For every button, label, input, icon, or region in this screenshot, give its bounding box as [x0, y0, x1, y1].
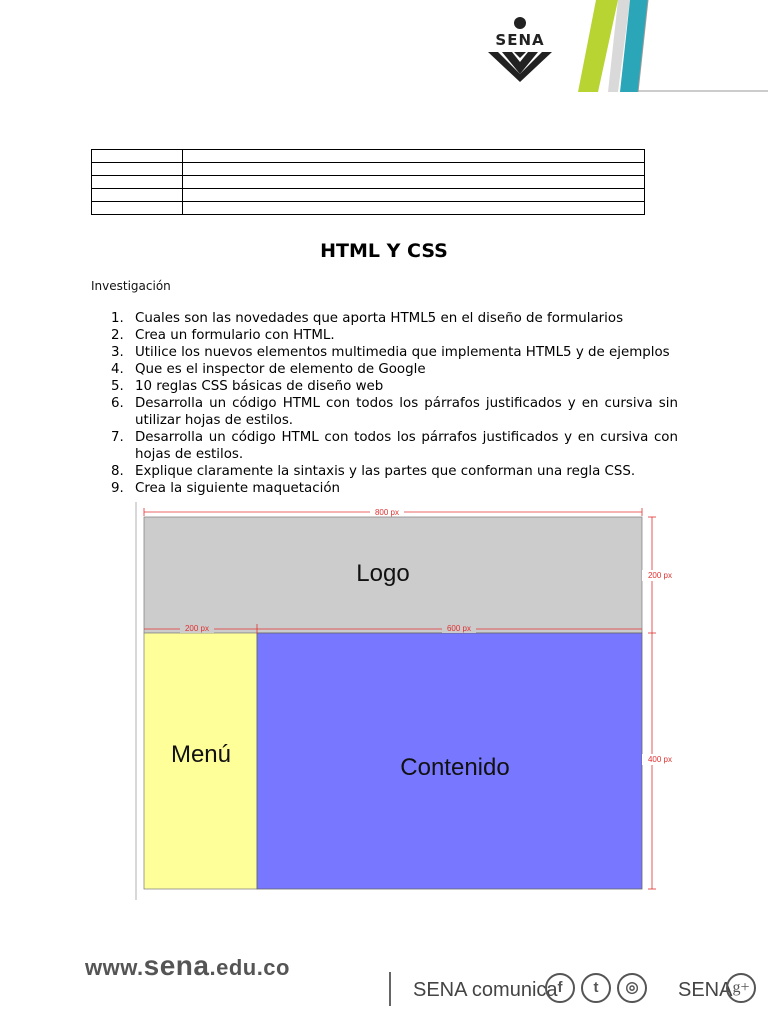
- sena-logo-text: SENA: [484, 33, 556, 47]
- dimension-menu-width: 200 px: [184, 624, 210, 633]
- corner-decoration: [578, 0, 768, 92]
- url-brand: sena: [143, 950, 210, 981]
- list-text: Desarrolla un código HTML con todos los párrafos justificados y en cursiva con hojas de estilos.: [135, 430, 678, 462]
- list-item: [92, 463, 678, 480]
- list-item: [92, 344, 678, 361]
- list-item: [92, 327, 678, 344]
- sena-logo-icon: [484, 16, 556, 82]
- question-list: [92, 310, 678, 497]
- list-text: Desarrolla un código HTML con todos los párrafos justificados y en cursiva sin utilizar hojas de estilos.: [135, 396, 678, 428]
- list-item: [92, 361, 678, 378]
- dimension-content-width: 600 px: [446, 624, 472, 633]
- table-row: [92, 163, 645, 176]
- list-text: 10 reglas CSS básicas de diseño web: [135, 379, 384, 394]
- info-table: [91, 149, 645, 215]
- page-title: HTML Y CSS: [320, 240, 448, 262]
- dimension-header-height: 200 px: [647, 571, 673, 580]
- table-row: [92, 202, 645, 215]
- list-number: 7.: [111, 430, 124, 445]
- list-text: Explique claramente la sintaxis y las partes que conforman una regla CSS.: [135, 464, 636, 479]
- sena-logo: [484, 16, 556, 82]
- sena-comunica-label: SENA comunica: [413, 979, 558, 1001]
- list-item: [92, 395, 678, 429]
- twitter-icon[interactable]: t: [581, 973, 611, 1003]
- section-label: Investigación: [91, 279, 171, 293]
- list-number: 5.: [111, 379, 124, 394]
- logo-box-label: Logo: [356, 560, 410, 587]
- menu-box-label: Menú: [170, 741, 232, 768]
- list-number: 4.: [111, 362, 124, 377]
- table-row: [92, 176, 645, 189]
- content-box-label: Contenido: [400, 754, 510, 781]
- list-text: Crea la siguiente maquetación: [135, 481, 341, 496]
- list-text: Cuales son las novedades que aporta HTML5 en el diseño de formularios: [135, 311, 624, 326]
- url-suffix: .edu.co: [209, 955, 290, 980]
- list-text: Que es el inspector de elemento de Google: [135, 362, 426, 377]
- list-number: 8.: [111, 464, 124, 479]
- url-prefix: www.: [85, 955, 144, 980]
- list-text: Utilice los nuevos elementos multimedia que implementa HTML5 y de ejemplos: [135, 345, 670, 360]
- table-row: [92, 150, 645, 163]
- list-number: 2.: [111, 328, 124, 343]
- sena-label: SENA: [678, 979, 733, 1001]
- dimension-total-width: 800 px: [374, 508, 400, 517]
- list-number: 6.: [111, 396, 124, 411]
- list-item: [92, 429, 678, 463]
- facebook-icon[interactable]: f: [545, 973, 575, 1003]
- google-plus-icon[interactable]: g+: [726, 973, 756, 1003]
- list-item: [92, 310, 678, 327]
- list-number: 9.: [111, 481, 124, 496]
- table-row: [92, 189, 645, 202]
- dimension-body-height: 400 px: [647, 755, 673, 764]
- list-text: Crea un formulario con HTML.: [135, 328, 335, 343]
- list-item: [92, 480, 678, 497]
- list-number: 3.: [111, 345, 124, 360]
- instagram-icon[interactable]: ◎: [617, 973, 647, 1003]
- footer-url[interactable]: [85, 950, 290, 982]
- list-item: [92, 378, 678, 395]
- layout-diagram: [134, 502, 686, 900]
- list-number: 1.: [111, 311, 124, 326]
- footer-divider: [389, 972, 391, 1006]
